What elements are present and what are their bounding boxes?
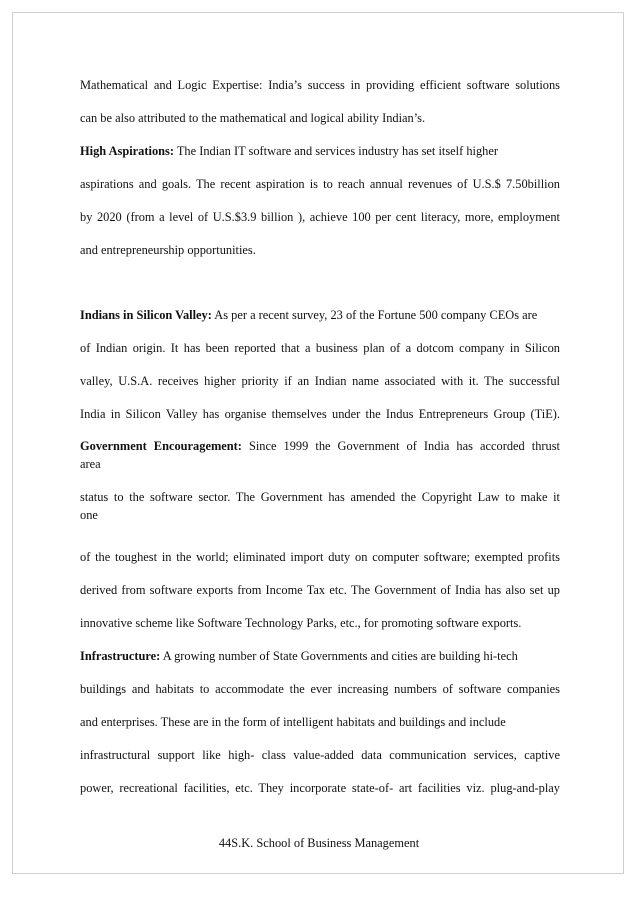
text-line: valley, U.S.A. receives higher priority if an Indian name associated with it. The successful bbox=[80, 374, 560, 388]
text-span: The Indian IT software and services industry has set itself higher bbox=[173, 144, 499, 158]
page-footer: 44S.K. School of Business Management bbox=[218, 836, 420, 850]
text-line: area bbox=[80, 457, 101, 471]
text-line: of the toughest in the world; eliminated import duty on computer software; exempted profits bbox=[80, 550, 560, 564]
text-line: status to the software sector. The Government has amended the Copyright Law to make it bbox=[80, 490, 560, 504]
text-line: aspirations and goals. The recent aspiration is to reach annual revenues of U.S.$ 7.50billion bbox=[80, 177, 560, 191]
section-heading-silicon-valley: Indians in Silicon Valley: bbox=[80, 308, 212, 322]
text-line: buildings and habitats to accommodate the ever increasing numbers of software companies bbox=[80, 682, 560, 696]
text-span: A growing number of State Governments and cities are building hi-tech bbox=[160, 649, 518, 663]
text-line: power, recreational facilities, etc. They incorporate state-of- art facilities viz. plug-and-play bbox=[80, 781, 560, 795]
text-line: one bbox=[80, 508, 98, 522]
text-line bbox=[80, 144, 560, 159]
text-line: innovative scheme like Software Technology Parks, etc., for promoting software exports. bbox=[80, 616, 522, 630]
text-line bbox=[80, 439, 560, 454]
text-line bbox=[80, 649, 560, 664]
text-line: derived from software exports from Income Tax etc. The Government of India has also set up bbox=[80, 583, 560, 597]
section-heading-infrastructure: Infrastructure: bbox=[80, 649, 161, 663]
text-line bbox=[80, 308, 560, 323]
text-line: of Indian origin. It has been reported that a business plan of a dotcom company in Silicon bbox=[80, 341, 560, 355]
text-span: As per a recent survey, 23 of the Fortune 500 company CEOs are bbox=[211, 308, 538, 322]
text-line: Mathematical and Logic Expertise: India’s success in providing efficient software solutions bbox=[80, 78, 560, 92]
text-line: and entrepreneurship opportunities. bbox=[80, 243, 256, 257]
text-span: Since 1999 the Government of India has accorded thrust bbox=[241, 439, 560, 453]
text-line: can be also attributed to the mathematical and logical ability Indian’s. bbox=[80, 111, 426, 125]
text-line: by 2020 (from a level of U.S.$3.9 billion ), achieve 100 per cent literacy, more, employment bbox=[80, 210, 560, 224]
text-line: infrastructural support like high- class value-added data communication services, captive bbox=[80, 748, 560, 762]
section-heading-high-aspirations: High Aspirations: bbox=[80, 144, 174, 158]
text-line: and enterprises. These are in the form of intelligent habitats and buildings and include bbox=[80, 715, 506, 729]
section-heading-government-encouragement: Government Encouragement: bbox=[80, 439, 242, 453]
text-line: India in Silicon Valley has organise themselves under the Indus Entrepreneurs Group (TiE). bbox=[80, 407, 560, 421]
